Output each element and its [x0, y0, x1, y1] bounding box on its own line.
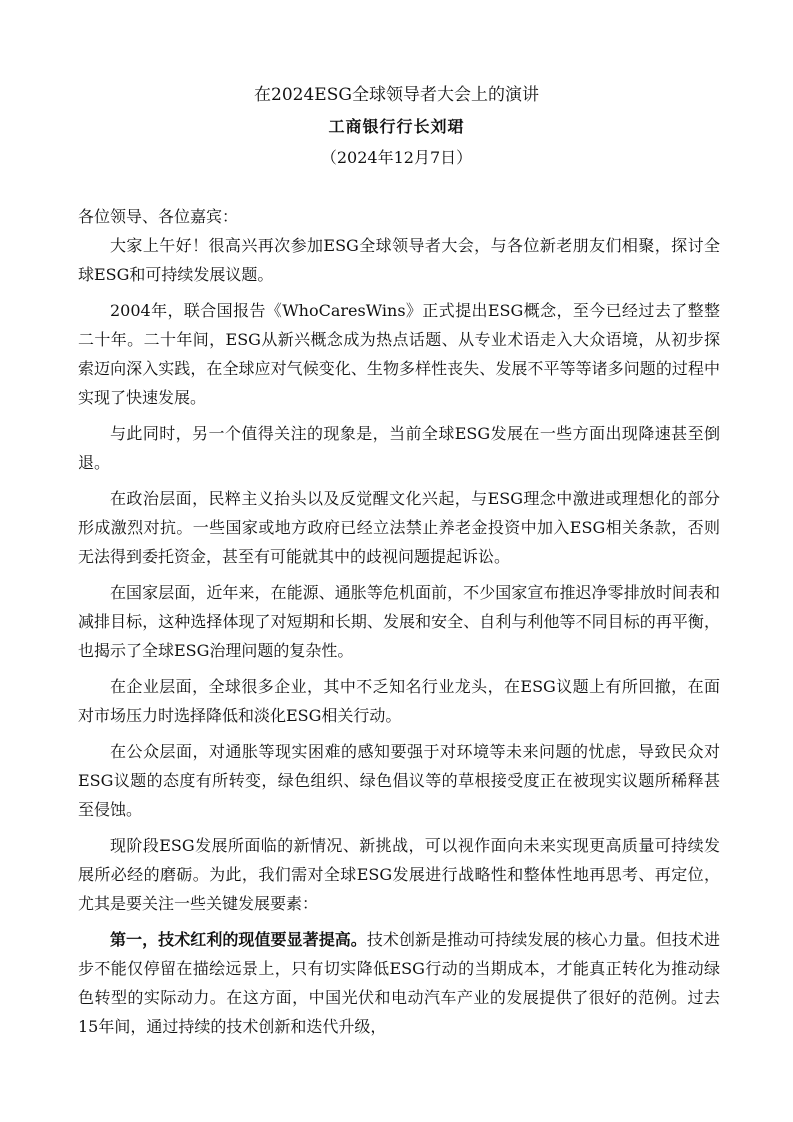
document-date: （2024年12月7日）: [320, 148, 473, 167]
paragraph: 在国家层面，近年来，在能源、通胀等危机面前，不少国家宣布推迟净零排放时间表和减排目标，这种选择体现了对短期和长期、发展和安全、自利与利他等不同目标的再平衡，也揭示了全球ESG治理问题的复杂性。: [78, 583, 720, 660]
paragraph-lead-heading: 第一，技术红利的现值要显著提高。: [110, 930, 367, 949]
salutation: 各位领导、各位嘉宾：: [78, 207, 239, 226]
paragraph: 与此同时，另一个值得关注的现象是，当前全球ESG发展在一些方面出现降速甚至倒退。: [78, 424, 720, 472]
paragraph: 在政治层面，民粹主义抬头以及反觉醒文化兴起，与ESG理念中激进或理想化的部分形成激烈对抗。一些国家或地方政府已经立法禁止养老金投资中加入ESG相关条款，否则无法得到委托资金，甚至有可能就其中的歧视问题提起诉讼。: [78, 489, 720, 566]
paragraph-technology-dividend: [78, 925, 720, 1041]
paragraph: 现阶段ESG发展所面临的新情况、新挑战，可以视作面向未来实现更高质量可持续发展所必经的磨砺。为此，我们需对全球ESG发展进行战略性和整体性地再思考、再定位，尤其是要关注一些关键发展要素：: [78, 836, 720, 913]
paragraph: 大家上午好！很高兴再次参加ESG全球领导者大会，与各位新老朋友们相聚，探讨全球ESG和可持续发展议题。: [78, 236, 720, 284]
document-title: 在2024ESG全球领导者大会上的演讲: [254, 85, 539, 105]
paragraph-text: 技术创新是推动可持续发展的核心力量。但技术进步不能仅停留在描绘远景上，只有切实降低ESG行动的当期成本，才能真正转化为推动绿色转型的实际动力。在这方面，中国光伏和电动汽车产业的发展提供了很好的范例。过去15年间，通过持续的技术创新和迭代升级，: [78, 930, 720, 1036]
paragraph: 在公众层面，对通胀等现实困难的感知要强于对环境等未来问题的忧虑，导致民众对ESG议题的态度有所转变，绿色组织、绿色倡议等的草根接受度正在被现实议题所稀释甚至侵蚀。: [78, 742, 720, 819]
document-author: 工商银行行长刘珺: [328, 117, 465, 136]
paragraph: 在企业层面，全球很多企业，其中不乏知名行业龙头，在ESG议题上有所回撤，在面对市场压力时选择降低和淡化ESG相关行动。: [78, 677, 720, 725]
document-body: [78, 202, 720, 1048]
paragraph: 2004年，联合国报告《WhoCaresWins》正式提出ESG概念，至今已经过去了整整二十年。二十年间，ESG从新兴概念成为热点话题、从专业术语走入大众语境，从初步探索迈向深入实践，在全球应对气候变化、生物多样性丧失、发展不平等等诸多问题的过程中实现了快速发展。: [78, 301, 720, 407]
